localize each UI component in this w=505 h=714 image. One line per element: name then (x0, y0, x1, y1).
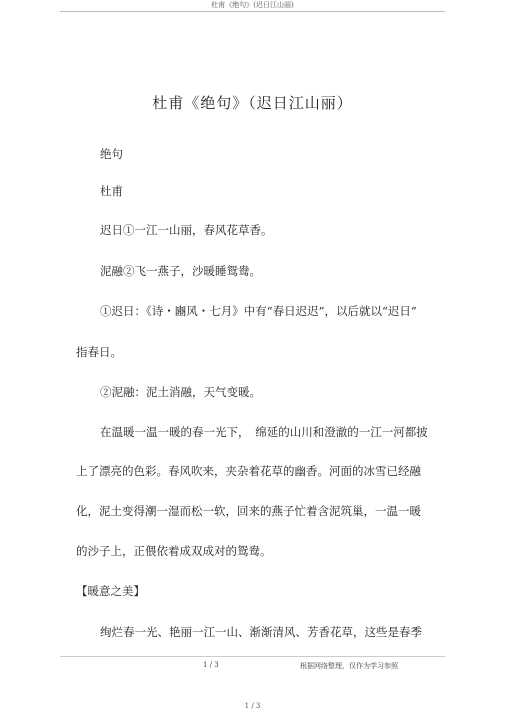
annotation-1-cont: 指春日。 (76, 345, 122, 359)
page-footer (0, 661, 505, 675)
poem-title: 绝句 (100, 147, 123, 161)
annotation-1: ①迟日：《诗・豳风・七月》中有“春日迟迟”，以后就以“迟日” (100, 304, 417, 318)
paragraph-line: 化，泥土变得潮一湿而松一软，回来的燕子忙着含泥筑巢，一温一暖 (76, 504, 421, 518)
header-rule (60, 11, 445, 12)
paragraph-line: 绚烂春一光、艳丽一江一山、渐渐清风、芳香花草，这些是春季 (100, 625, 422, 639)
poem-line-2: 泥融②飞一燕子，沙暖睡鸳鸯。 (100, 264, 261, 278)
footer-rule (60, 656, 445, 657)
header-text: 杜甫《绝句》(迟日江山丽) (211, 1, 294, 9)
annotation-2: ②泥融：泥土消融，天气变暖。 (100, 385, 261, 399)
bottom-page-number: 1 / 3 (244, 702, 261, 710)
section-heading: 【暖意之美】 (76, 584, 145, 598)
document-title: 杜甫《绝句》（迟日江山丽） (152, 94, 353, 112)
paragraph-line: 上了漂亮的色彩。春风吹来，夹杂着花草的幽香。河面的冰雪已经融 (76, 464, 421, 478)
poem-author: 杜甫 (100, 184, 123, 198)
paragraph-line: 在温暖一温一暖的春一光下， 绵延的山川和澄澈的一江一河都披 (100, 425, 428, 439)
paragraph-line: 的沙子上，正偎依着成双成对的鸳鸯。 (76, 544, 272, 558)
footer-note: 根据网络整理，仅作为学习参照 (300, 662, 398, 670)
poem-line-1: 迟日①一江一山丽，春风花草香。 (100, 223, 273, 237)
page-header (0, 0, 505, 16)
footer-page-number: 1 / 3 (203, 661, 219, 669)
